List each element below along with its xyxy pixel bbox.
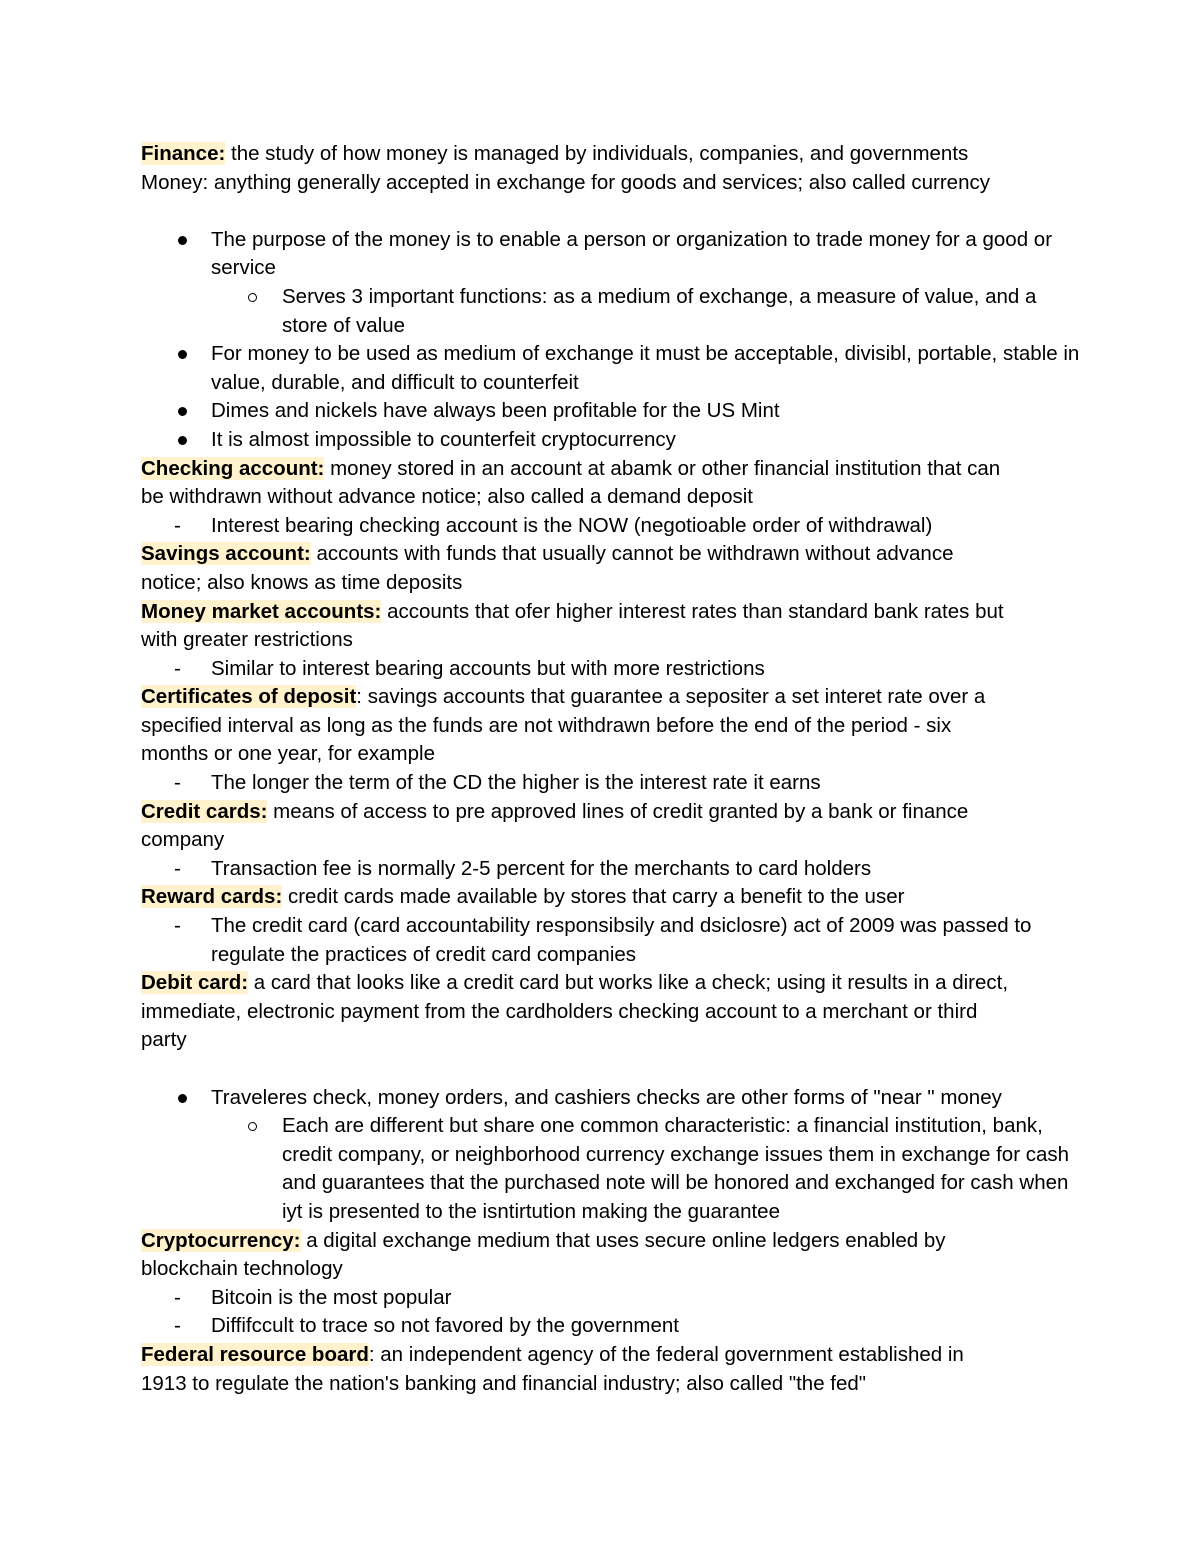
bullet-item xyxy=(141,226,1081,283)
bullet-text: Dimes and nickels have always been profitable for the US Mint xyxy=(211,399,780,423)
term-credit-cards: Credit cards: xyxy=(141,799,268,823)
money-definition: Money: anything generally accepted in exchange for goods and services; also called currency xyxy=(141,170,990,194)
blank-line xyxy=(141,197,1081,226)
bullet-item xyxy=(141,340,1081,397)
finance-definition xyxy=(141,140,1081,169)
dash-marker: - xyxy=(174,771,181,795)
bullet-text: It is almost impossible to counterfeit cryptocurrency xyxy=(211,427,676,451)
checking-definition-cont: be withdrawn without advance notice; also called a demand deposit xyxy=(141,485,753,509)
dash-text: Diffifccult to trace so not favored by the government xyxy=(211,1314,679,1338)
bullet-dot-icon xyxy=(178,436,187,445)
dash-item xyxy=(141,512,1081,541)
bullet-dot-icon xyxy=(178,236,187,245)
dash-marker: - xyxy=(174,856,181,880)
cryptocurrency-definition xyxy=(141,1227,1081,1256)
dash-item xyxy=(141,912,1081,969)
bullet-dot-icon xyxy=(178,1094,187,1103)
term-checking-account: Checking account: xyxy=(141,456,325,480)
definition-text: means of access to pre approved lines of credit granted by a bank or finance xyxy=(267,799,969,823)
definition-text: accounts with funds that usually cannot be withdrawn without advance xyxy=(310,542,954,566)
dash-text: Transaction fee is normally 2-5 percent for the merchants to card holders xyxy=(211,856,872,880)
definition-text: credit cards made available by stores that carry a benefit to the user xyxy=(282,885,905,909)
hollow-circle-icon xyxy=(248,1122,257,1131)
dash-item xyxy=(141,655,1081,684)
dash-text: The longer the term of the CD the higher is the interest rate it earns xyxy=(211,771,821,795)
definition-text: : an independent agency of the federal government established in xyxy=(368,1342,964,1366)
bullet-text: Each are different but share one common characteristic: a financial institution, bank, credit company, or neighborhood currency exchange issues them in exchange for cash and guarantees that the purchased note will be honored and exchanged for cash when iyt is presented to the isntirtution making the guarantee xyxy=(282,1114,1070,1223)
sub-bullet-item xyxy=(141,1112,1081,1226)
dash-text: Similar to interest bearing accounts but with more restrictions xyxy=(211,656,765,680)
bullet-dot-icon xyxy=(178,350,187,359)
dash-marker: - xyxy=(174,1285,181,1309)
dash-item xyxy=(141,1312,1081,1341)
dash-item xyxy=(141,855,1081,884)
term-federal-resource-board: Federal resource board xyxy=(141,1342,369,1366)
notes-body xyxy=(141,140,1081,1398)
debit-card-definition-cont: party xyxy=(141,1028,187,1052)
checking-definition xyxy=(141,455,1081,484)
cd-definition-cont: specified interval as long as the funds are not withdrawn before the end of the period - six xyxy=(141,713,952,737)
savings-definition xyxy=(141,540,1081,569)
bullet-item xyxy=(141,1084,1081,1113)
bullet-dot-icon xyxy=(178,407,187,416)
term-certificates-of-deposit: Certificates of deposit xyxy=(141,685,357,709)
definition-text: a card that looks like a credit card but works like a check; using it results in a direct, xyxy=(248,971,1009,995)
credit-card-definition-cont: company xyxy=(141,828,225,852)
term-debit-card: Debit card: xyxy=(141,971,249,995)
dash-item xyxy=(141,1284,1081,1313)
bullet-text: Traveleres check, money orders, and cashiers checks are other forms of "near " money xyxy=(211,1085,1002,1109)
dash-marker: - xyxy=(174,513,181,537)
money-market-definition-cont: with greater restrictions xyxy=(141,628,353,652)
term-finance: Finance: xyxy=(141,142,226,165)
term-savings-account: Savings account: xyxy=(141,542,311,566)
dash-text: Bitcoin is the most popular xyxy=(211,1285,452,1309)
debit-card-definition-cont: immediate, electronic payment from the cardholders checking account to a merchant or third xyxy=(141,999,978,1023)
bullet-item xyxy=(141,426,1081,455)
bullet-text: For money to be used as medium of exchange it must be acceptable, divisibl, portable, stable in value, durable, and difficult to counterfeit xyxy=(211,342,1080,394)
sub-bullet-item xyxy=(141,283,1081,340)
dash-item xyxy=(141,769,1081,798)
definition-text: money stored in an account at abamk or other financial institution that can xyxy=(324,456,1001,480)
cryptocurrency-definition-cont: blockchain technology xyxy=(141,1257,343,1281)
debit-card-definition xyxy=(141,969,1081,998)
hollow-circle-icon xyxy=(248,293,257,302)
blank-line xyxy=(141,1055,1081,1084)
bullet-text: The purpose of the money is to enable a person or organization to trade money for a good or service xyxy=(211,227,1053,280)
bullet-item xyxy=(141,397,1081,426)
bullet-text: Serves 3 important functions: as a medium of exchange, a measure of value, and a store of value xyxy=(282,284,1037,337)
reward-card-definition xyxy=(141,883,1081,912)
dash-text: Interest bearing checking account is the NOW (negotioable order of withdrawal) xyxy=(211,513,933,537)
term-money-market-accounts: Money market accounts: xyxy=(141,599,382,623)
federal-board-definition-cont: 1913 to regulate the nation's banking and financial industry; also called "the fed" xyxy=(141,1371,867,1395)
dash-text: The credit card (card accountability responsibsily and dsiclosre) act of 2009 was passed to regulate the practices of credit card companies xyxy=(211,914,1032,966)
money-market-definition xyxy=(141,598,1081,627)
finance-def-text: the study of how money is managed by individuals, companies, and governments xyxy=(225,142,969,165)
definition-text: accounts that ofer higher interest rates than standard bank rates but xyxy=(381,599,1004,623)
dash-marker: - xyxy=(174,656,181,680)
dash-marker: - xyxy=(174,914,181,938)
term-reward-cards: Reward cards: xyxy=(141,885,283,909)
dash-marker: - xyxy=(174,1314,181,1338)
federal-board-definition xyxy=(141,1341,1081,1370)
cd-definition xyxy=(141,683,1081,712)
savings-definition-cont: notice; also knows as time deposits xyxy=(141,570,463,594)
cd-definition-cont: months or one year, for example xyxy=(141,742,435,766)
definition-text: a digital exchange medium that uses secure online ledgers enabled by xyxy=(300,1228,946,1252)
credit-card-definition xyxy=(141,798,1081,827)
definition-text: : savings accounts that guarantee a sepositer a set interet rate over a xyxy=(356,685,986,709)
term-cryptocurrency: Cryptocurrency: xyxy=(141,1228,301,1252)
